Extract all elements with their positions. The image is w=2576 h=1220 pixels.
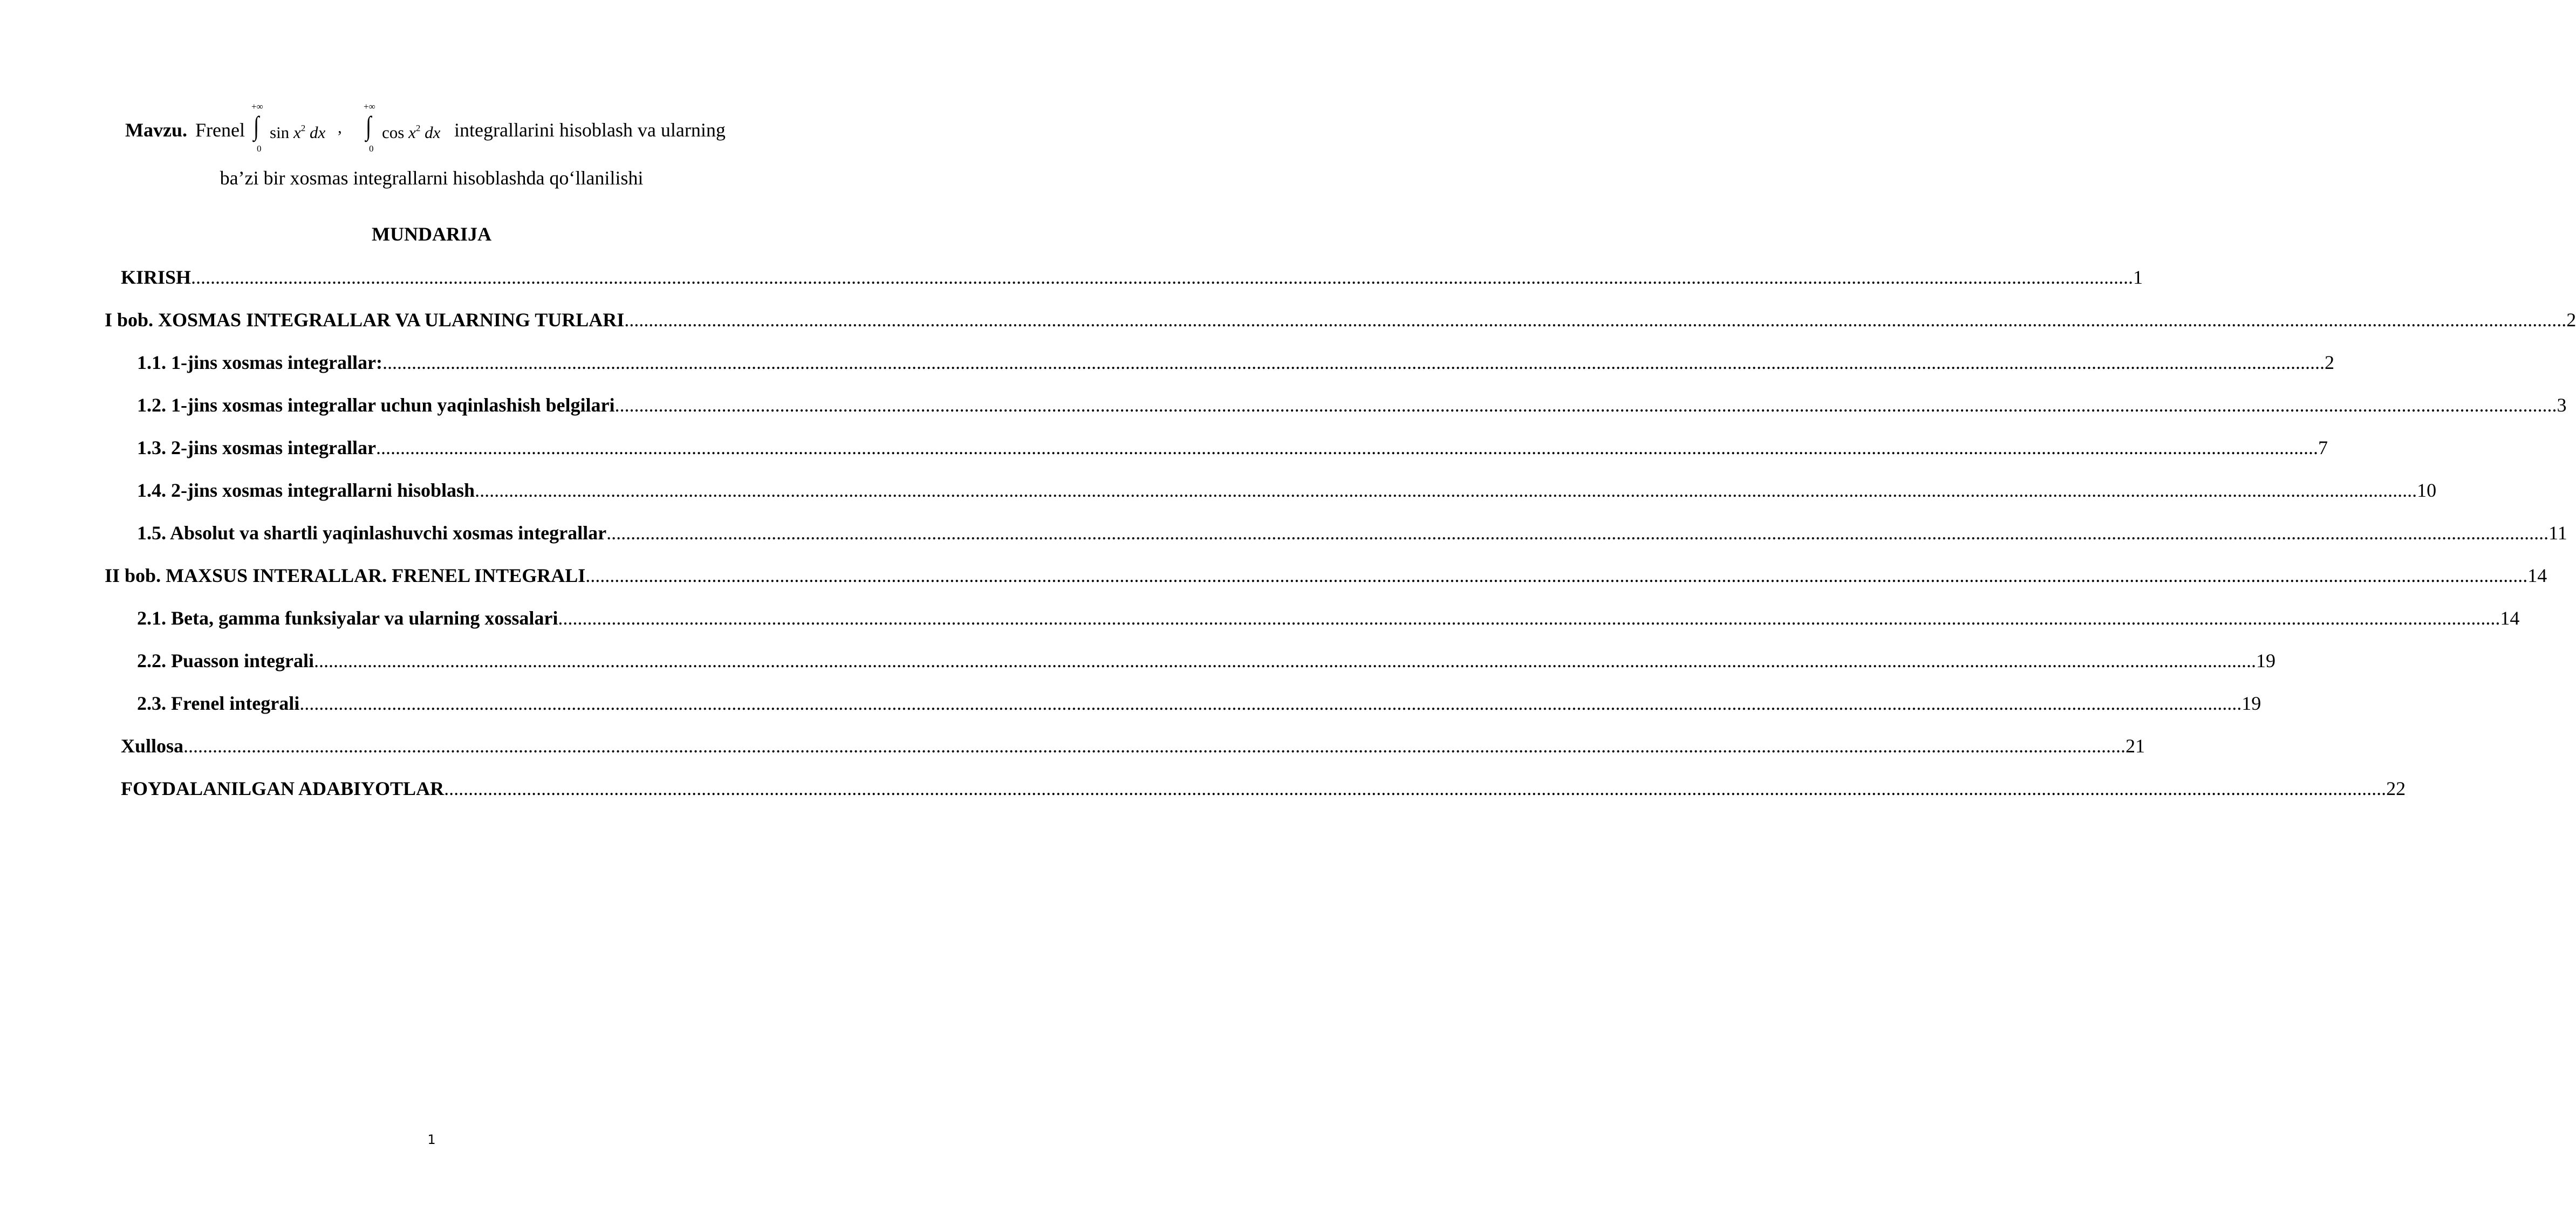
toc-entry-page: 2 bbox=[2324, 352, 2334, 373]
toc-entry-label: 1.5. Absolut va shartli yaqinlashuvchi xosmas integrallar bbox=[137, 522, 607, 544]
toc-entry-page: 3 bbox=[2557, 394, 2567, 416]
integrand-variable: x bbox=[408, 123, 416, 142]
toc-dot-leader: ................................................................................................................................................................................................................................................................................................................................................................................................................ bbox=[475, 479, 2417, 501]
toc-entry-label: 1.4. 2-jins xosmas integrallarni hisoblash bbox=[137, 479, 475, 501]
toc-entry[interactable] bbox=[105, 564, 2547, 587]
integral-lower-limit: 0 bbox=[369, 143, 374, 154]
title-second-line bbox=[0, 166, 863, 190]
toc-entry[interactable] bbox=[137, 478, 2437, 502]
toc-dot-leader: ................................................................................................................................................................................................................................................................................................................................................................................................................ bbox=[606, 522, 2549, 544]
integral-sign-icon: ∫ bbox=[366, 111, 372, 141]
integral-upper-limit: +∞ bbox=[251, 101, 263, 112]
integrand-power: 2 bbox=[415, 123, 421, 133]
toc-entry[interactable] bbox=[137, 393, 2567, 417]
toc-entry[interactable] bbox=[137, 521, 2567, 545]
toc-entry-page: 10 bbox=[2417, 479, 2437, 501]
integral-separator: , bbox=[338, 118, 342, 136]
integrand bbox=[270, 118, 325, 143]
title-lead-bold: Mavzu. bbox=[125, 119, 187, 141]
toc-entry[interactable] bbox=[137, 649, 2276, 673]
toc-entry-page: 7 bbox=[2318, 437, 2328, 458]
toc-entry[interactable] bbox=[105, 308, 2576, 332]
integral-upper-limit: +∞ bbox=[364, 101, 375, 112]
integral-sign-icon: ∫ bbox=[254, 111, 259, 141]
toc-entry-label: 1.1. 1-jins xosmas integrallar: bbox=[137, 352, 382, 373]
toc-entry-label: I bob. XOSMAS INTEGRALLAR VA ULARNING TURLARI bbox=[105, 309, 625, 331]
toc-entry[interactable] bbox=[137, 606, 2520, 630]
toc-entry[interactable] bbox=[137, 436, 2328, 460]
integrand-function: cos bbox=[382, 123, 405, 142]
title-line2-text: ba’zi bir xosmas integrallarni hisoblashda qo‘llanilishi bbox=[220, 167, 644, 189]
toc-dot-leader: ................................................................................................................................................................................................................................................................................................................................................................................................................ bbox=[444, 778, 2387, 799]
toc-entry[interactable] bbox=[121, 265, 2143, 289]
toc-dot-leader: ................................................................................................................................................................................................................................................................................................................................................................................................................ bbox=[624, 309, 2567, 331]
toc-dot-leader: ................................................................................................................................................................................................................................................................................................................................................................................................................ bbox=[191, 266, 2134, 288]
integrand-power: 2 bbox=[300, 123, 306, 133]
toc-entry[interactable] bbox=[121, 777, 2406, 800]
integrand bbox=[382, 118, 440, 143]
toc-entry[interactable] bbox=[121, 734, 2145, 758]
toc-entry[interactable] bbox=[137, 351, 2334, 374]
toc-entry-page: 14 bbox=[2500, 607, 2520, 629]
toc-entry-label: 2.1. Beta, gamma funksiyalar va ularning xossalari bbox=[137, 607, 558, 629]
integral-lower-limit: 0 bbox=[257, 143, 262, 154]
toc-entry-label: Xullosa bbox=[121, 735, 184, 757]
toc-dot-leader: ................................................................................................................................................................................................................................................................................................................................................................................................................ bbox=[558, 607, 2500, 629]
toc-dot-leader: ................................................................................................................................................................................................................................................................................................................................................................................................................ bbox=[614, 394, 2557, 416]
toc-entry[interactable] bbox=[137, 691, 2261, 715]
title-tail-text: integrallarini hisoblash va ularning bbox=[454, 119, 726, 141]
toc-entry-label: 1.3. 2-jins xosmas integrallar bbox=[137, 437, 376, 458]
toc-entry-page: 22 bbox=[2386, 778, 2406, 799]
toc-entry-label: II bob. MAXSUS INTERALLAR. FRENEL INTEGRALI bbox=[105, 565, 586, 586]
toc-entry-label: 2.2. Puasson integrali bbox=[137, 650, 315, 671]
toc-dot-leader: ................................................................................................................................................................................................................................................................................................................................................................................................................ bbox=[314, 650, 2257, 671]
toc-dot-leader: ................................................................................................................................................................................................................................................................................................................................................................................................................ bbox=[382, 352, 2325, 373]
integrand-differential: dx bbox=[309, 123, 326, 142]
toc-dot-leader: ................................................................................................................................................................................................................................................................................................................................................................................................................ bbox=[585, 565, 2528, 586]
toc-entry-label: 2.3. Frenel integrali bbox=[137, 693, 300, 714]
page-number: 1 bbox=[427, 1132, 436, 1147]
toc-dot-leader: ................................................................................................................................................................................................................................................................................................................................................................................................................ bbox=[299, 693, 2242, 714]
integrand-differential: dx bbox=[425, 123, 441, 142]
toc-entry-page: 19 bbox=[2242, 693, 2261, 714]
toc-dot-leader: ................................................................................................................................................................................................................................................................................................................................................................................................................ bbox=[183, 735, 2126, 757]
toc-entry-page: 11 bbox=[2548, 522, 2567, 544]
title-lead-text: Frenel bbox=[195, 119, 245, 141]
integrand-variable: x bbox=[293, 123, 301, 142]
toc-dot-leader: ................................................................................................................................................................................................................................................................................................................................................................................................................ bbox=[375, 437, 2318, 458]
toc-entry-page: 21 bbox=[2126, 735, 2145, 757]
toc-entry-page: 2 bbox=[2566, 309, 2576, 331]
integrand-function: sin bbox=[270, 123, 290, 142]
toc-entry-label: 1.2. 1-jins xosmas integrallar uchun yaqinlashish belgilari bbox=[137, 394, 615, 416]
toc-entry-page: 1 bbox=[2133, 266, 2143, 288]
toc-entry-page: 14 bbox=[2527, 565, 2547, 586]
toc-entry-label: KIRISH bbox=[121, 266, 192, 288]
toc-entry-label: FOYDALANILGAN ADABIYOTLAR bbox=[121, 778, 445, 799]
toc-heading: MUNDARIJA bbox=[372, 223, 491, 245]
toc-entry-page: 19 bbox=[2256, 650, 2276, 671]
document-title bbox=[0, 101, 863, 161]
sine-integral-formula bbox=[251, 101, 359, 155]
